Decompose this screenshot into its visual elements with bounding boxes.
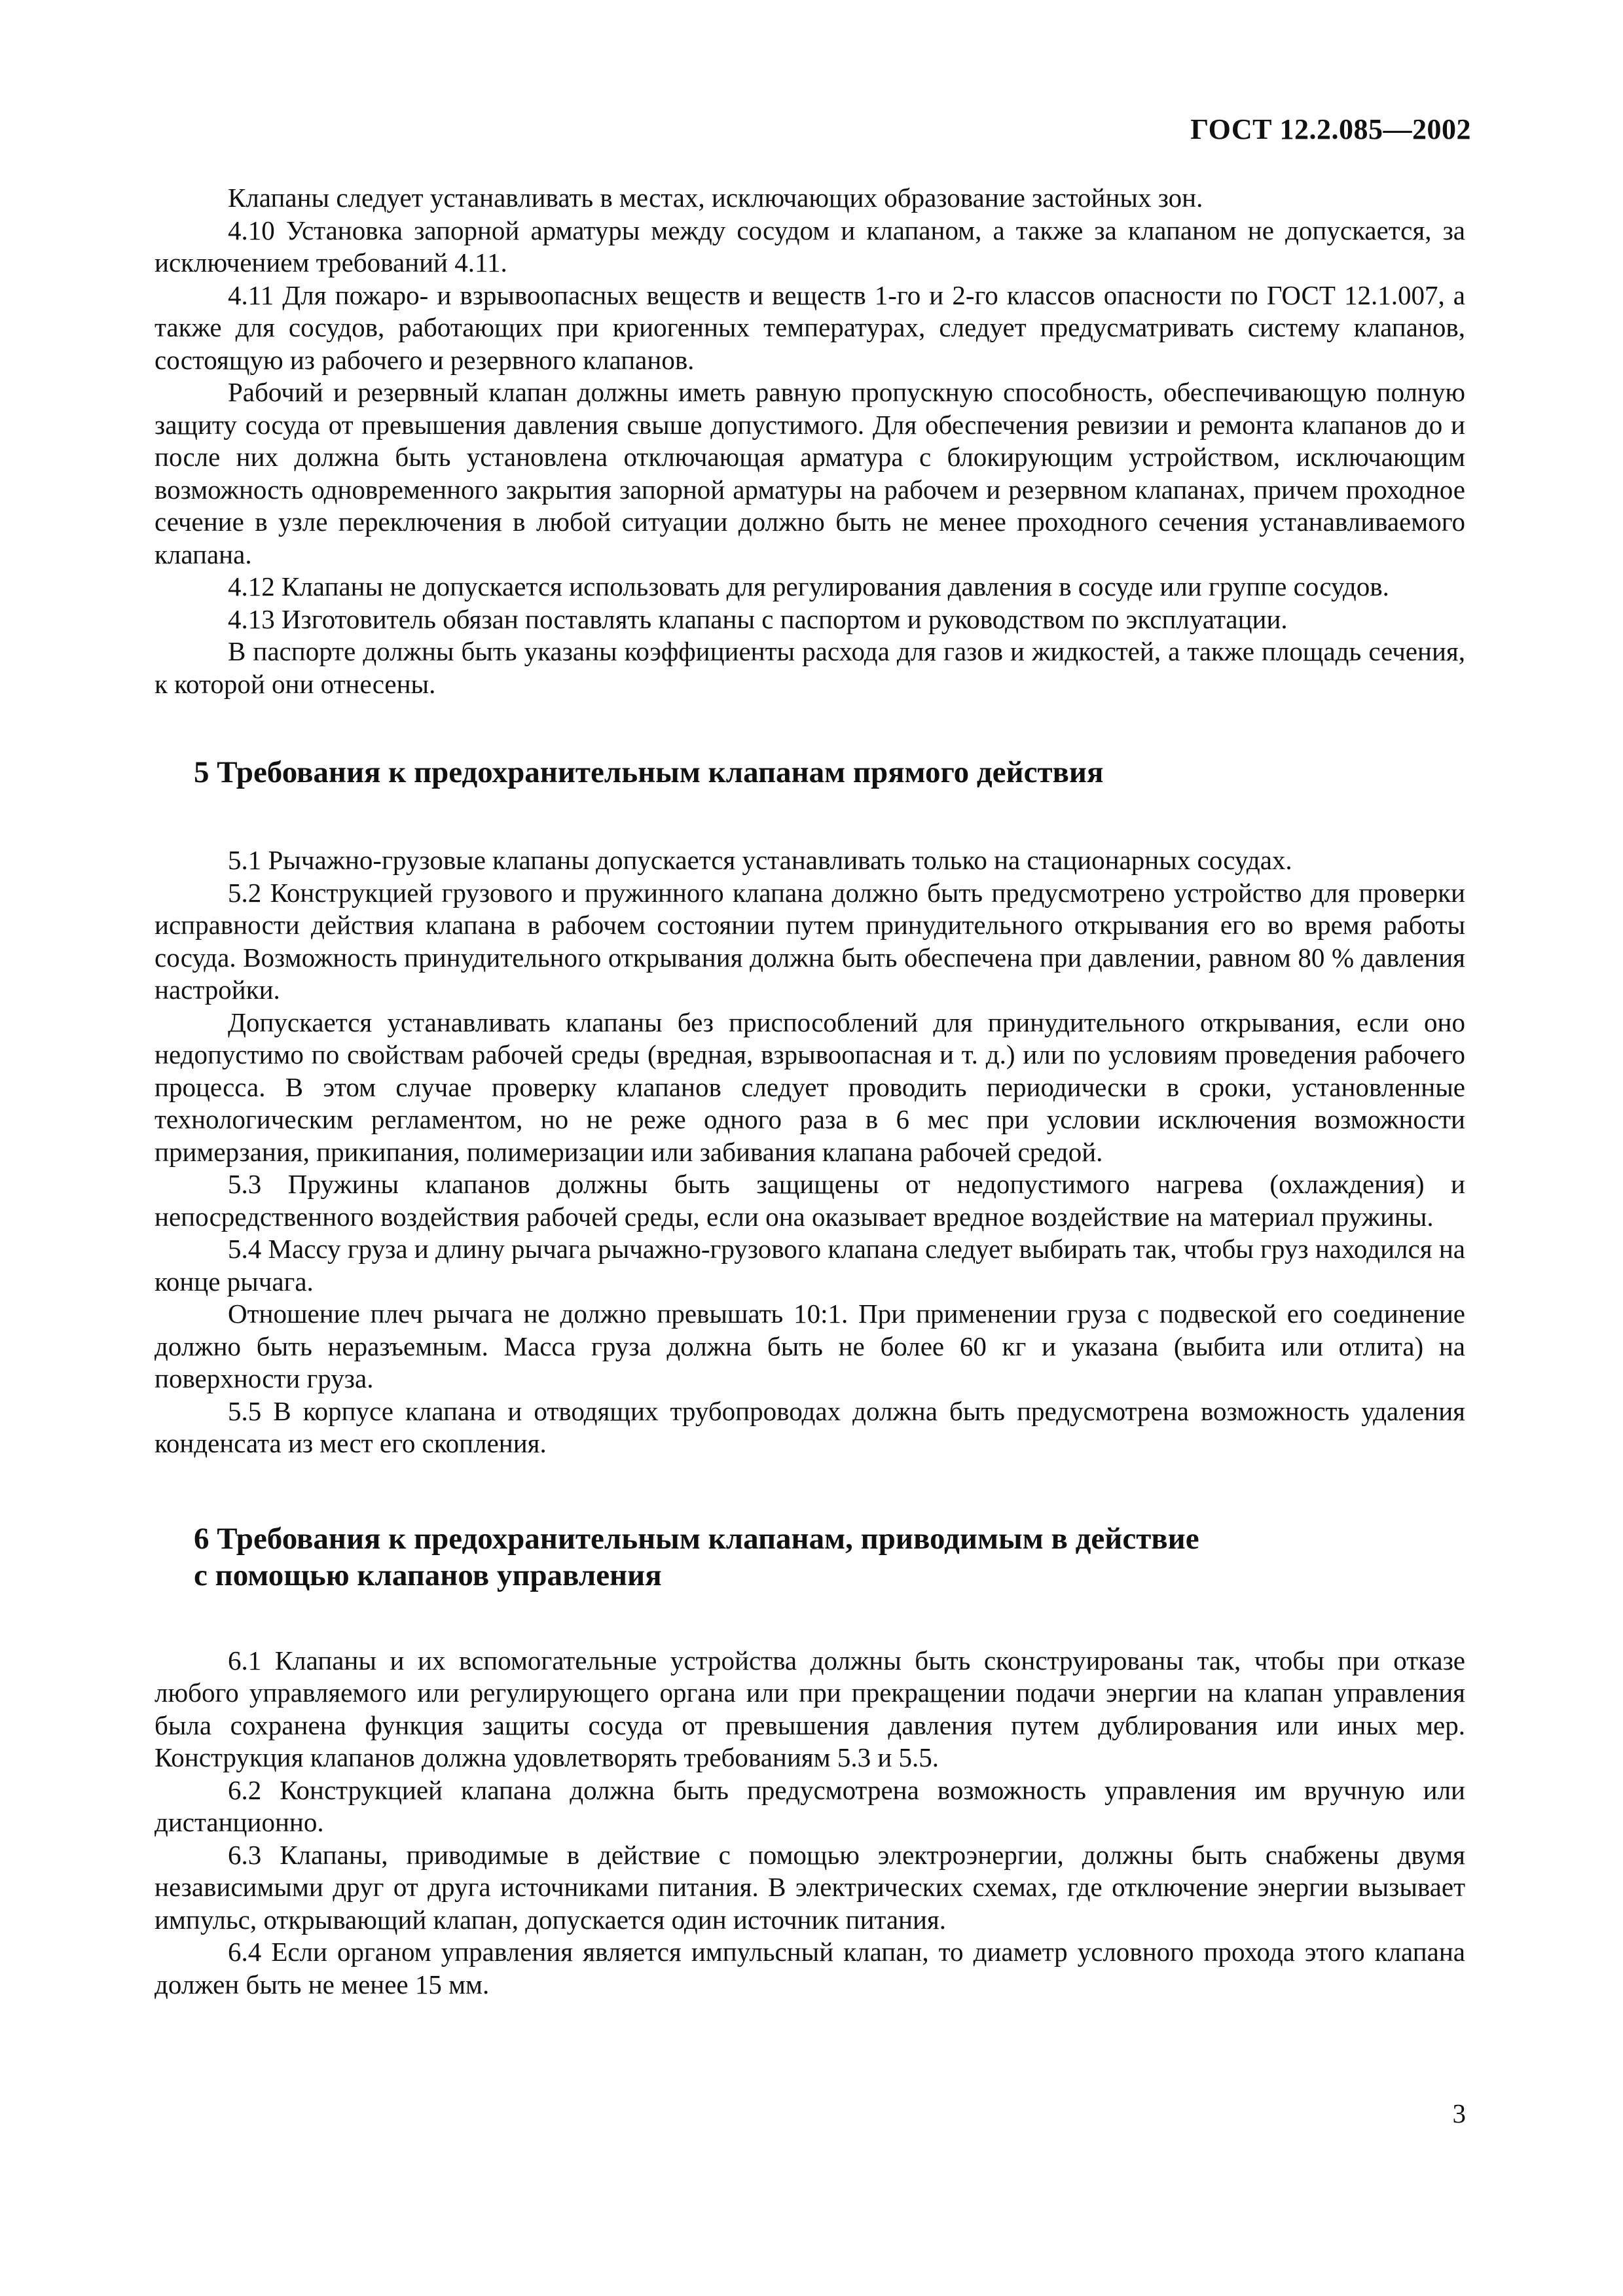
paragraph: 5.1 Рычажно-грузовые клапаны допускается устанавливать только на стационарных сосудах. xyxy=(228,845,1292,875)
paragraph: Рабочий и резервный клапан должны иметь равную пропускную способность, обеспечивающую полную защиту сосуда от превышения давления свыше допустимого. Для обеспечения ревизии и ремонта клапанов до и после них должна быть установлена отключающая арматура с блокирующим устройством, исключающим возможность одновременного закрытия запорной арматуры на рабочем и резервном клапанах, причем проходное сечение в узле переключения в любой ситуации должно быть не менее проходного сечения устанавливаемого клапана. xyxy=(155,377,1465,569)
paragraph: 6.2 Конструкцией клапана должна быть предусмотрена возможность управления им вручную или дистанционно. xyxy=(155,1774,1465,1837)
paragraph: В паспорте должны быть указаны коэффициенты расхода для газов и жидкостей, а также площадь сечения, к которой они отнесены. xyxy=(155,636,1465,699)
section-6-heading-line-1: 6 Требования к предохранительным клапанам, приводимым в действие xyxy=(194,1521,1199,1556)
document-code-header: ГОСТ 12.2.085—2002 xyxy=(1190,113,1471,145)
paragraph: Допускается устанавливать клапаны без приспособлений для принудительного открывания, если оно недопустимо по свойствам рабочей среды (вредная, взрывоопасная и т. д.) или по условиям проведения рабочего процесса. В этом случае проверку клапанов следует проводить периодически в сроки, установленные технологическим регламентом, но не реже одного раза в 6 мес при условии исключения возможности примерзания, прикипания, полимеризации или забивания клапана рабочей средой. xyxy=(155,1007,1465,1167)
paragraph: 5.5 В корпусе клапана и отводящих трубопроводах должна быть предусмотрена возможность удаления конденсата из мест его скопления. xyxy=(155,1395,1465,1458)
section-6-heading xyxy=(155,1520,1467,1594)
paragraph: 6.1 Клапаны и их вспомогательные устройства должны быть сконструированы так, чтобы при отказе любого управляемого или регулирующего органа или при прекращении подачи энергии на клапан управления была сохранена функция защиты сосуда от превышения давления путем дублирования или иных мер. Конструкция клапанов должна удовлетворять требованиям 5.3 и 5.5. xyxy=(155,1645,1465,1772)
paragraph: 4.12 Клапаны не допускается использовать для регулирования давления в сосуде или группе сосудов. xyxy=(228,571,1389,601)
page-content xyxy=(155,182,1465,2001)
paragraph: 4.10 Установка запорной арматуры между сосудом и клапаном, а также за клапаном не допускается, за исключением требований 4.11. xyxy=(155,215,1465,278)
paragraph: 4.13 Изготовитель обязан поставлять клапаны с паспортом и руководством по эксплуатации. xyxy=(228,603,1288,634)
paragraph: Клапаны следует устанавливать в местах, исключающих образование застойных зон. xyxy=(228,183,1203,213)
section-5-heading: 5 Требования к предохранительным клапанам прямого действия xyxy=(194,755,1104,789)
page-number: 3 xyxy=(1452,2098,1466,2128)
section-6-heading-line-2: с помощью клапанов управления xyxy=(194,1558,662,1592)
paragraph: 5.2 Конструкцией грузового и пружинного клапана должно быть предусмотрено устройство для проверки исправности действия клапана в рабочем состоянии путем принудительного открывания его во время работы сосуда. Возможность принудительного открывания должна быть обеспечена при давлении, равном 80 % давления настройки. xyxy=(155,877,1465,1005)
paragraph: 4.11 Для пожаро- и взрывоопасных веществ и веществ 1-го и 2-го классов опасности по ГОСТ 12.1.007, а также для сосудов, работающих при криогенных температурах, следует предусматривать систему клапанов, состоящую из рабочего и резервного клапанов. xyxy=(155,279,1465,375)
paragraph: 5.4 Массу груза и длину рычага рычажно-грузового клапана следует выбирать так, чтобы груз находился на конце рычага. xyxy=(155,1234,1465,1297)
paragraph: 5.3 Пружины клапанов должны быть защищены от недопустимого нагрева (охлаждения) и непосредственного воздействия рабочей среды, если она оказывает вредное воздействие на материал пружины. xyxy=(155,1169,1465,1232)
paragraph: Отношение плеч рычага не должно превышать 10:1. При применении груза с подвеской его соединение должно быть неразъемным. Масса груза должна быть не более 60 кг и указана (выбита или отлита) на поверхности груза. xyxy=(155,1299,1465,1393)
paragraph: 6.3 Клапаны, приводимые в действие с помощью электроэнергии, должны быть снабжены двумя независимыми друг от друга источниками питания. В электрических схемах, где отключение энергии вызывает импульс, открывающий клапан, допускается один источник питания. xyxy=(155,1839,1465,1935)
paragraph: 6.4 Если органом управления является импульсный клапан, то диаметр условного прохода этого клапана должен быть не менее 15 мм. xyxy=(155,1937,1465,2000)
